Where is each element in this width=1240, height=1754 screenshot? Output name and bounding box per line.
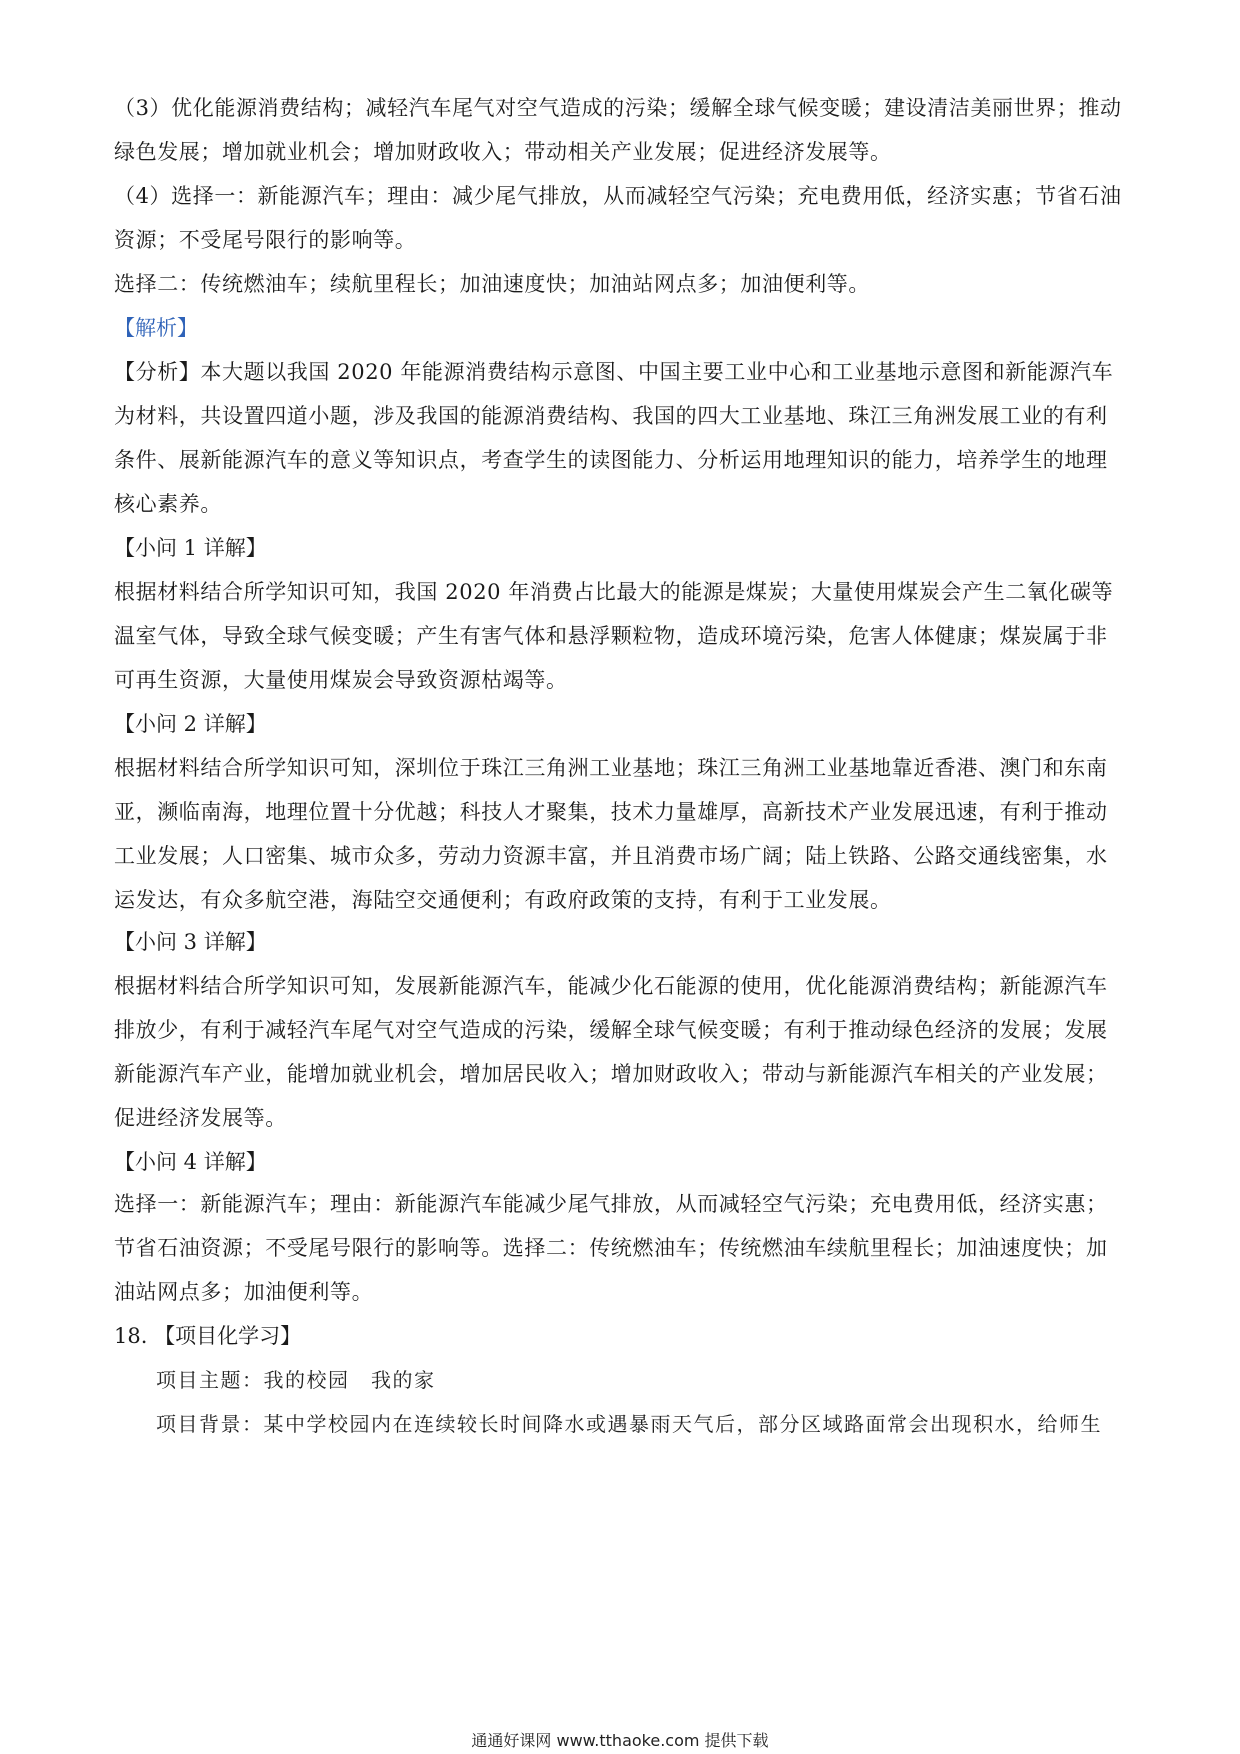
- answer-q4-line-1: （4）选择一：新能源汽车；理由：减少尾气排放，从而减轻空气污染；充电费用低，经济实惠；节省石油: [114, 184, 1122, 208]
- analysis-label: 【解析】: [114, 316, 198, 340]
- project-theme: 项目主题：我的校园 我的家: [156, 1368, 436, 1392]
- q4-line-2: 节省石油资源；不受尾号限行的影响等。选择二：传统燃油车；传统燃油车续航里程长；加油速度快；加: [114, 1236, 1108, 1260]
- answer-q3-line-1: （3）优化能源消费结构；减轻汽车尾气对空气造成的污染；缓解全球气候变暖；建设清洁美丽世界；推动: [114, 96, 1122, 120]
- q2-heading: 【小问 2 详解】: [114, 712, 267, 736]
- q1-line-2: 温室气体，导致全球气候变暖；产生有害气体和悬浮颗粒物，造成环境污染，危害人体健康；煤炭属于非: [114, 624, 1108, 648]
- q3-line-2: 排放少，有利于减轻汽车尾气对空气造成的污染，缓解全球气候变暖；有利于推动绿色经济的发展；发展: [114, 1018, 1108, 1042]
- q4-heading: 【小问 4 详解】: [114, 1150, 267, 1174]
- q3-line-4: 促进经济发展等。: [114, 1106, 287, 1130]
- q2-line-4: 运发达，有众多航空港，海陆空交通便利；有政府政策的支持，有利于工业发展。: [114, 888, 892, 912]
- question-18-title: 18. 【项目化学习】: [114, 1324, 302, 1348]
- answer-q4-line-2: 资源；不受尾号限行的影响等。: [114, 228, 417, 252]
- q3-heading: 【小问 3 详解】: [114, 930, 267, 954]
- answer-q3-line-2: 绿色发展；增加就业机会；增加财政收入；带动相关产业发展；促进经济发展等。: [114, 140, 892, 164]
- analysis-line-2: 为材料，共设置四道小题，涉及我国的能源消费结构、我国的四大工业基地、珠江三角洲发展工业的有利: [114, 404, 1108, 428]
- analysis-line-4: 核心素养。: [114, 492, 222, 516]
- footer-watermark: 通通好课网 www.tthaoke.com 提供下载: [471, 1731, 769, 1750]
- q1-line-1: 根据材料结合所学知识可知，我国 2020 年消费占比最大的能源是煤炭；大量使用煤炭会产生二氧化碳等: [114, 580, 1114, 604]
- q2-line-1: 根据材料结合所学知识可知，深圳位于珠江三角洲工业基地；珠江三角洲工业基地靠近香港、澳门和东南: [114, 756, 1108, 780]
- q1-heading: 【小问 1 详解】: [114, 536, 267, 560]
- q4-line-3: 油站网点多；加油便利等。: [114, 1280, 374, 1304]
- q3-line-1: 根据材料结合所学知识可知，发展新能源汽车，能减少化石能源的使用，优化能源消费结构；新能源汽车: [114, 974, 1108, 998]
- q1-line-3: 可再生资源，大量使用煤炭会导致资源枯竭等。: [114, 668, 568, 692]
- q4-line-1: 选择一：新能源汽车；理由：新能源汽车能减少尾气排放，从而减轻空气污染；充电费用低，经济实惠；: [114, 1192, 1108, 1216]
- q2-line-2: 亚，濒临南海，地理位置十分优越；科技人才聚集，技术力量雄厚，高新技术产业发展迅速，有利于推动: [114, 800, 1108, 824]
- analysis-line-1: 【分析】本大题以我国 2020 年能源消费结构示意图、中国主要工业中心和工业基地示意图和新能源汽车: [114, 360, 1114, 384]
- analysis-line-3: 条件、展新能源汽车的意义等知识点，考查学生的读图能力、分析运用地理知识的能力，培养学生的地理: [114, 448, 1108, 472]
- project-background: 项目背景：某中学校园内在连续较长时间降水或遇暴雨天气后，部分区域路面常会出现积水，给师生: [156, 1412, 1102, 1436]
- q3-line-3: 新能源汽车产业，能增加就业机会，增加居民收入；增加财政收入；带动与新能源汽车相关的产业发展；: [114, 1062, 1108, 1086]
- answer-q4-line-3: 选择二：传统燃油车；续航里程长；加油速度快；加油站网点多；加油便利等。: [114, 272, 870, 296]
- q2-line-3: 工业发展；人口密集、城市众多，劳动力资源丰富，并且消费市场广阔；陆上铁路、公路交通线密集，水: [114, 844, 1108, 868]
